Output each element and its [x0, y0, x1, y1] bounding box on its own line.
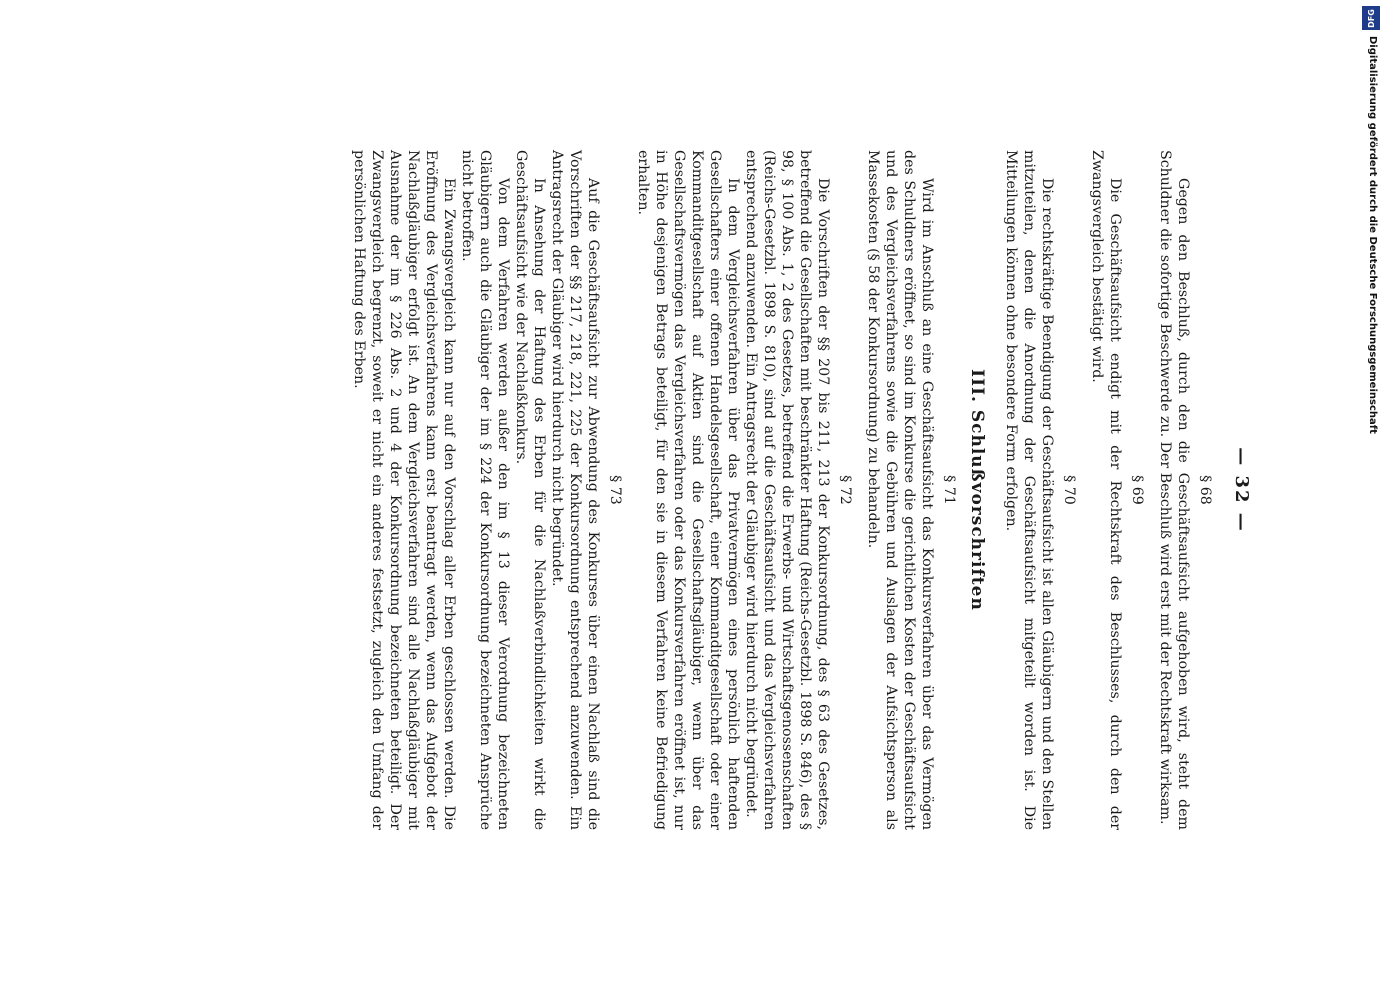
section-73-paragraph-2: In Ansehung der Haftung des Erben für die Nachlaßverbindlichkeiten wirkt die Geschäftsaufsicht wie der Nachlaßkonkurs. [513, 150, 547, 830]
rotated-document-page [150, 150, 1250, 830]
section-72-paragraph-1: Die Vorschriften der §§ 207 bis 211, 213 der Konkursordnung, des § 63 des Gesetzes, betreffend die Gesellschaften mit beschränkter Haftung (Reichs-Gesetzbl. 1898 S. 846), des § 98, § 100 Abs. 1, 2 des Gesetzes, betreffend die Erwerbs- und Wirtschaftsgenossenschaften (Reichs-Gesetzbl. 1898 S. 810), sind auf die Geschäftsaufsicht und das Vergleichsverfahren entsprechend anzuwenden. Ein Antragsrecht der Gläubiger wird hierdurch nicht begründet. [743, 150, 831, 830]
section-70-heading: § 70 [1061, 475, 1077, 505]
section-73-paragraph-1: Auf die Geschäftsaufsicht zur Abwendung des Konkurses über einen Nachlaß sind die Vorschriften der §§ 217, 218, 221, 225 der Konkursordnung entsprechend anzuwenden. Ein Antragsrecht der Gläubiger wird hierdurch nicht begründet. [549, 150, 601, 830]
section-73-paragraph-3: Von dem Verfahren werden außer den im § 13 dieser Verordnung bezeichneten Gläubigern auch die Gläubiger der im § 224 der Konkursordnung bezeichneten Ansprüche nicht betroffen. [459, 150, 511, 830]
part-3-title: III. Schlußvorschriften [967, 369, 987, 611]
section-68-paragraph: Gegen den Beschluß, durch den die Geschäftsaufsicht aufgehoben wird, steht dem Schuldner die sofortige Beschwerde zu. Der Beschluß wird erst mit der Rechtskraft wirksam. [1157, 150, 1191, 830]
section-71-heading: § 71 [941, 475, 957, 505]
dfg-logo [1362, 6, 1380, 30]
dfg-logo-text: DFG [1366, 8, 1376, 28]
section-73-paragraph-4: Ein Zwangsvergleich kann nur auf den Vorschlag aller Erben geschlossen werden. Die Eröffnung des Vergleichsverfahrens kann erst beantragt werden, wenn das Aufgebot der Nachlaßgläubiger erfolgt ist. An dem Vergleichsverfahren sind alle Nachlaßgläubiger mit Ausnahme der im § 226 Abs. 2 und 4 der Konkursordnung bezeichneten beteiligt. Der Zwangsvergleich begrenzt, soweit er nicht ein anderes festsetzt, zugleich den Umfang der persönlichen Haftung des Erben. [351, 150, 457, 830]
page-number: — 32 — [1231, 447, 1252, 533]
section-73-heading: § 73 [607, 475, 623, 505]
section-71-paragraph: Wird im Anschluß an eine Geschäftsaufsicht das Konkursverfahren über das Vermögen des Schuldners eröffnet, so sind im Konkurse die gerichtlichen Kosten der Geschäftsaufsicht und des Vergleichsverfahrens sowie die Gebühren und Auslagen der Aufsichtsperson als Massekosten (§ 58 der Konkursordnung) zu behandeln. [865, 150, 935, 830]
section-70-paragraph: Die rechtskräftige Beendigung der Geschäftsaufsicht ist allen Gläubigern und den Stellen mitzuteilen, denen die Anordnung der Geschäftsaufsicht mitgeteilt worden ist. Die Mitteilungen können ohne besondere Form erfolgen. [1003, 150, 1055, 830]
funding-credit-text: Digitalisierung gefördert durch die Deutsche Forschungsgemeinschaft [1367, 36, 1378, 434]
section-72-heading: § 72 [837, 475, 853, 505]
section-69-heading: § 69 [1129, 475, 1145, 505]
funding-credit [1362, 6, 1380, 434]
section-68-heading: § 68 [1197, 475, 1213, 505]
section-69-paragraph: Die Geschäftsaufsicht endigt mit der Rechtskraft des Beschlusses, durch den der Zwangsvergleich bestätigt wird. [1089, 150, 1123, 830]
section-72-paragraph-2: In dem Vergleichsverfahren über das Privatvermögen eines persönlich haftenden Gesellschafters einer offenen Handelsgesellschaft, einer Kommanditgesellschaft oder einer Kommanditgesellschaft auf Aktien sind die Gesellschaftsgläubiger, wenn über das Gesellschaftsvermögen das Vergleichsverfahren oder das Konkursverfahren eröffnet ist, nur in Höhe desjenigen Betrags beteiligt, für den sie in diesem Verfahren keine Befriedigung erhalten. [635, 150, 741, 830]
